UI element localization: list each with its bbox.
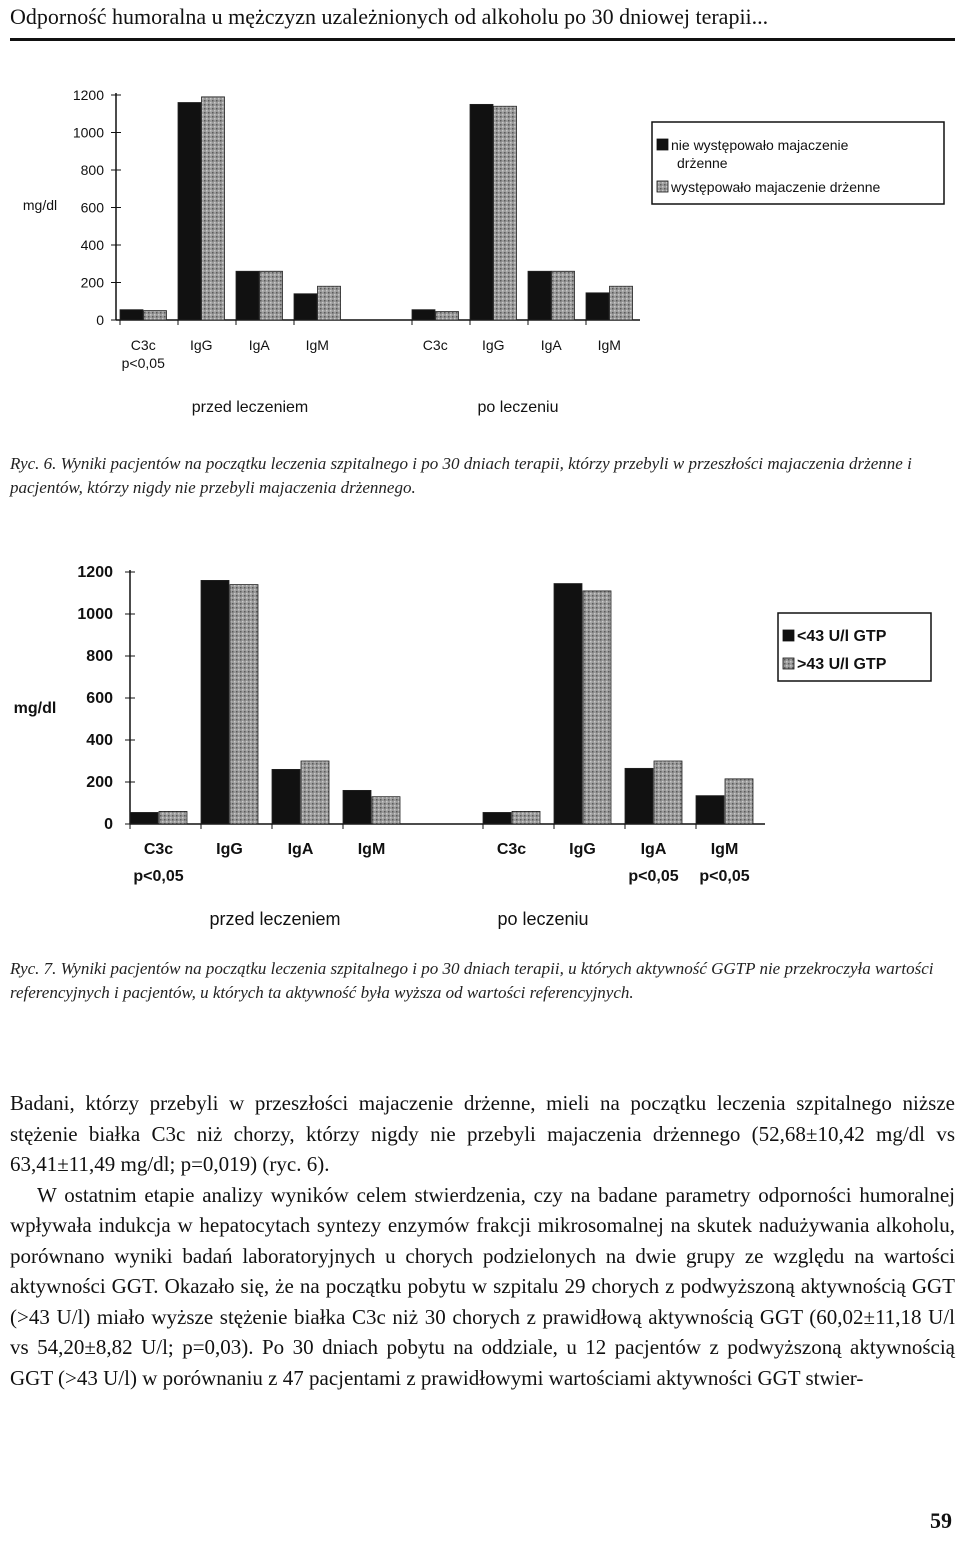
- bar-series1: [483, 812, 511, 824]
- p-value-note: p<0,05: [121, 355, 165, 371]
- bar-series2: [654, 761, 682, 824]
- bar-series2: [301, 761, 329, 824]
- group-label: przed leczeniem: [191, 399, 309, 416]
- y-tick-label: 400: [86, 732, 113, 749]
- body-paragraph: Badani, którzy przebyli w przeszłości majaczenie drżenne, mieli na początku leczenia szpitalnego niższe stężenie białka C3c niż chorzy, którzy nigdy nie przebyli majaczenia drżennego (52,68±10,42 mg/dl vs 63,41±11,49 mg/dl; p=0,019) (ryc. 6).: [10, 1091, 955, 1176]
- figure-7-chart: [0, 555, 960, 940]
- category-label: C3c: [422, 337, 448, 353]
- bar-series2: [372, 797, 400, 824]
- y-tick-label: 800: [86, 648, 113, 665]
- p-value-note: p<0,05: [628, 868, 679, 885]
- group-label: po leczeniu: [477, 399, 559, 416]
- legend-label: >43 U/l GTP: [797, 656, 887, 673]
- category-label: IgM: [305, 337, 329, 353]
- figure-6-caption: Ryc. 6. Wyniki pacjentów na początku leczenia szpitalnego i po 30 dniach terapii, którzy przebyli w przeszłości majaczenia drżenne i pacjentów, którzy nigdy nie przebyli majaczenia drżennego.: [10, 454, 912, 497]
- bar-series2: [725, 779, 753, 824]
- y-tick-label: 200: [86, 774, 113, 791]
- category-label: C3c: [143, 841, 174, 858]
- bar-series1: [201, 580, 229, 824]
- legend-swatch: [783, 630, 794, 641]
- y-tick-label: 1000: [77, 606, 113, 623]
- legend-swatch: [657, 139, 668, 150]
- y-tick-label: 800: [80, 162, 104, 178]
- category-label: IgA: [287, 841, 314, 858]
- figure-6-chart: [0, 80, 960, 430]
- bar-series1: [294, 294, 317, 320]
- category-label: IgG: [481, 337, 505, 353]
- body-text: [10, 1088, 955, 1393]
- bar-series1: [528, 271, 551, 320]
- bar-series2: [436, 312, 459, 320]
- bar-series1: [130, 812, 158, 824]
- y-tick-label: 1200: [77, 564, 113, 581]
- bar-series2: [230, 585, 258, 824]
- bar-series2: [512, 811, 540, 824]
- header-rule: [10, 38, 955, 41]
- bar-series2: [318, 286, 341, 320]
- y-tick-label: 600: [86, 690, 113, 707]
- y-tick-label: 0: [96, 312, 104, 328]
- legend-swatch: [783, 658, 794, 669]
- category-label: IgA: [540, 337, 562, 353]
- bar-series1: [586, 293, 609, 320]
- y-tick-label: 1000: [72, 124, 104, 141]
- y-tick-label: 600: [80, 199, 104, 216]
- y-tick-label: 200: [80, 274, 104, 291]
- group-label: przed leczeniem: [209, 909, 341, 929]
- bar-series1: [343, 790, 371, 824]
- bar-series2: [552, 271, 575, 320]
- p-value-note: p<0,05: [699, 868, 750, 885]
- bar-series1: [554, 584, 582, 824]
- category-label: IgG: [216, 841, 243, 858]
- bar-series1: [412, 310, 435, 320]
- bar-series2: [144, 311, 167, 320]
- bar-series2: [202, 97, 225, 320]
- category-label: C3c: [130, 337, 156, 353]
- category-label: IgM: [710, 841, 739, 858]
- category-label: IgG: [569, 841, 596, 858]
- figure-7-caption: Ryc. 7. Wyniki pacjentów na początku leczenia szpitalnego i po 30 dniach terapii, u których aktywność GGTP nie przekroczyła wartości referencyjnych i pacjentów, u których ta aktywność była wyższa od wartości referencyjnych.: [10, 959, 934, 1002]
- page-number: 59: [930, 1508, 952, 1533]
- bar-series1: [120, 310, 143, 320]
- bar-series1: [236, 271, 259, 320]
- category-label: IgM: [357, 841, 386, 858]
- category-label: C3c: [496, 841, 527, 858]
- bar-series2: [260, 271, 283, 320]
- category-label: IgA: [248, 337, 270, 353]
- y-tick-label: 1200: [72, 87, 104, 103]
- y-axis-label: mg/dl: [13, 700, 57, 717]
- category-label: IgA: [640, 841, 667, 858]
- bar-series2: [494, 106, 517, 320]
- legend-label: występowało majaczenie drżenne: [671, 179, 881, 195]
- legend-label: <43 U/l GTP: [797, 628, 887, 645]
- category-label: IgM: [597, 337, 621, 353]
- y-tick-label: 0: [104, 816, 113, 833]
- category-label: IgG: [189, 337, 213, 353]
- legend-label: nie występowało majaczenie drżenne: [671, 137, 849, 171]
- bar-series1: [696, 796, 724, 824]
- bar-series1: [625, 768, 653, 824]
- p-value-note: p<0,05: [133, 868, 184, 885]
- bar-series2: [610, 286, 633, 320]
- legend-swatch: [657, 181, 668, 192]
- group-label: po leczeniu: [497, 909, 589, 929]
- body-paragraph: W ostatnim etapie analizy wyników celem stwierdzenia, czy na badane parametry odporności humoralnej wpływała indukcja w hepatocytach syntezy enzymów frakcji mikrosomalnej na skutek nadużywania alkoholu, porównano wyniki badań laboratoryjnych u chorych podzielonych na dwie grupy ze względu na wartości aktywności GGT. Okazało się, że na początku pobytu w szpitalu 29 chorych z podwyższoną aktywnością GGT (>43 U/l) miało wyższe stężenie białka C3c niż 30 chorych z prawidłową aktywnością GGT (60,02±11,18 U/l vs 54,20±8,82 U/l; p=0,03). Po 30 dniach pobytu na oddziale, u 12 pacjentów z podwyższoną aktywnością GGT (>43 U/l) w porównaniu z 47 pacjentami z prawidłowymi wartościami aktywności GGT stwier-: [10, 1182, 955, 1390]
- bar-series2: [159, 811, 187, 824]
- y-axis-label: mg/dl: [22, 197, 58, 213]
- bar-series1: [470, 104, 493, 320]
- page-header-title: Odporność humoralna u mężczyzn uzależnionych od alkoholu po 30 dniowej terapii...: [10, 4, 769, 29]
- bar-series1: [178, 103, 201, 321]
- bar-series1: [272, 769, 300, 824]
- y-tick-label: 400: [80, 237, 104, 253]
- bar-series2: [583, 591, 611, 824]
